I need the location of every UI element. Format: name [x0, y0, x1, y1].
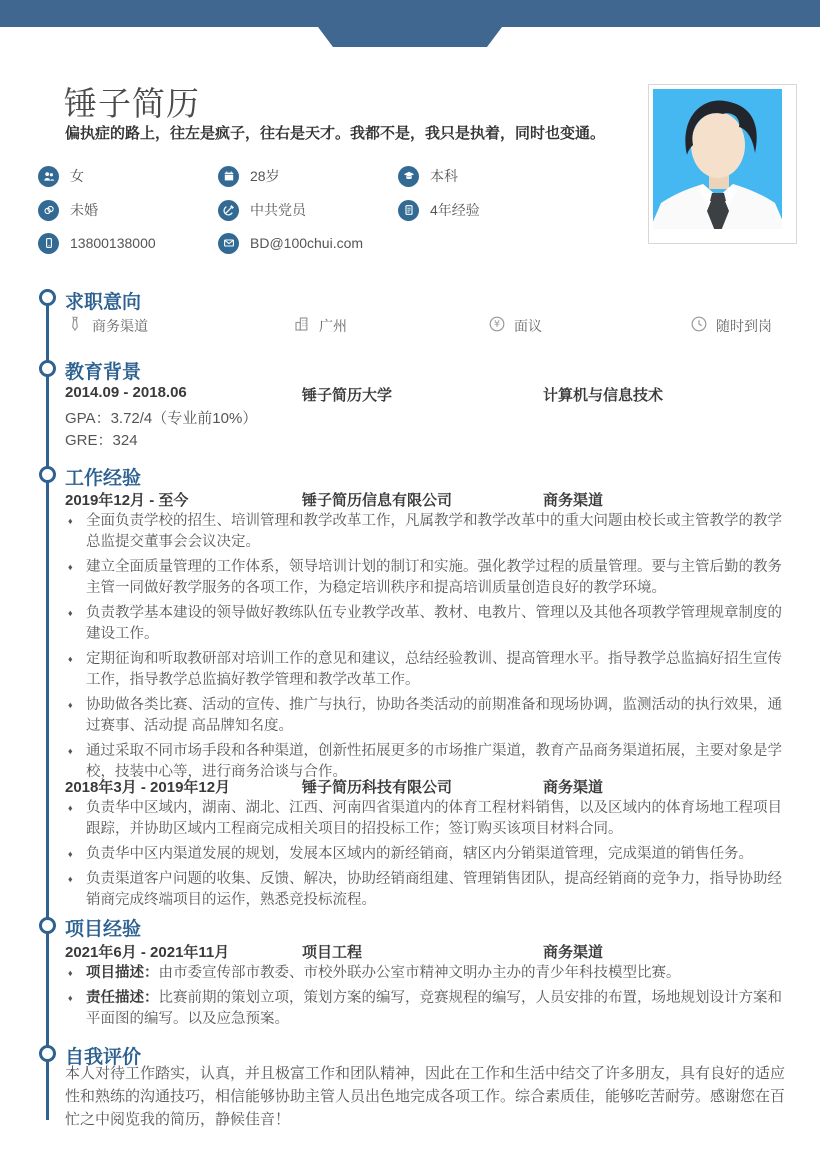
bullet-item: ♦ 协助做各类比赛、活动的宣传、推广与执行，协助各类活动的前期准备和现场协调，监测活动的执行效果，通过赛事、活动提 高品牌知名度。: [65, 695, 793, 737]
job-role: 商务渠道: [543, 492, 604, 509]
education-row: [0, 384, 820, 404]
yen-icon: [488, 315, 506, 338]
work-job1-bullets: [65, 511, 793, 787]
timeline-marker-evaluation: [39, 1045, 56, 1062]
timeline-marker-intention: [39, 289, 56, 306]
project-name: 项目工程: [302, 944, 363, 961]
section-title-education: 教育背景: [65, 362, 142, 383]
rings-icon: [38, 200, 59, 221]
timeline-marker-education: [39, 360, 56, 377]
phone-icon: [38, 233, 59, 254]
bullet-text: 由市委宣传部市教委、市校外联办公室市精神文明办主办的青少年科技模型比赛。: [158, 965, 681, 981]
education-period: 2014.09 - 2018.06: [65, 384, 187, 401]
job-role: 商务渠道: [543, 779, 604, 796]
bullet-item: ♦ 通过采取不同市场手段和各种渠道，创新性拓展更多的市场推广渠道，教育产品商务渠道拓展，主要对象是学校，技装中心等，进行商务洽谈与合作。: [65, 741, 793, 783]
top-banner-ribbon: [318, 27, 502, 47]
bullet-item: ♦ 负责华中区域内，湖南、湖北、江西、河南四省渠道内的体育工程材料销售，以及区域内的体育场地工程项目跟踪，并协助区域内工程商完成相关项目的招投标工作；签订购买该项目材料合同。: [65, 798, 793, 840]
profile-photo: [648, 84, 797, 244]
work-job2-row: [0, 776, 820, 796]
education-gpa: GPA：3.72/4（专业前10%）: [65, 410, 258, 427]
bullet-item: ♦ 负责教学基本建设的领导做好教练队伍专业教学改革、教材、电教片、管理以及其他各项教学管理规章制度的建设工作。: [65, 603, 793, 645]
evaluation-text: 本人对待工作踏实，认真，并且极富工作和团队精神，因此在工作和生活中结交了许多朋友，具有良好的适应性和熟练的沟通技巧，相信能够协助主管人员出色地完成各项工作。综合素质佳，能够吃苦耐劳。感谢您在百忙之中阅览我的简历，静候佳音！: [65, 1065, 786, 1128]
profile-item-label: 中共党员: [250, 202, 306, 218]
intention-item-availability: [690, 316, 772, 336]
intention-item-salary: [488, 316, 542, 336]
building-icon: [293, 315, 311, 338]
job-company: 锤子简历信息有限公司: [302, 492, 453, 509]
bullet-label: 项目描述：: [86, 965, 159, 981]
profile-item-marital: [38, 200, 98, 220]
education-major: 计算机与信息技术: [543, 387, 664, 404]
job-period: 2019年12月 - 至今: [65, 492, 189, 509]
profile-item-label: 女: [70, 168, 84, 184]
intention-item-label: 随时到岗: [716, 318, 772, 334]
section-title-intention: 求职意向: [65, 292, 142, 313]
education-school: 锤子简历大学: [302, 387, 393, 404]
page-title: 锤子简历: [64, 85, 200, 122]
profile-item-gender: [38, 166, 84, 186]
timeline-line: [46, 297, 49, 1120]
party-icon: [218, 200, 239, 221]
profile-item-label: 未婚: [70, 202, 98, 218]
bullet-item: ♦ 全面负责学校的招生、培训管理和教学改革工作，凡属教学和教学改革中的重大问题由校长或主管教学的教学总监提交董事会会议决定。: [65, 511, 793, 553]
profile-item-email: [218, 233, 363, 253]
section-title-evaluation: 自我评价: [65, 1047, 142, 1068]
document-icon: [398, 200, 419, 221]
project-role: 商务渠道: [543, 944, 604, 961]
profile-item-label: 13800138000: [70, 235, 156, 251]
job-company: 锤子简历科技有限公司: [302, 779, 453, 796]
bullet-label: 责任描述：: [86, 990, 159, 1006]
profile-item-experience: [398, 200, 480, 220]
intention-item-label: 面议: [514, 318, 542, 334]
project-row: [0, 941, 820, 961]
bullet-item: ♦ 负责华中区内渠道发展的规划，发展本区域内的新经销商，辖区内分销渠道管理，完成渠道的销售任务。: [65, 844, 793, 865]
tagline: 偏执症的路上，往左是疯子，往右是天才。我都不是，我只是执着，同时也变通。: [65, 125, 606, 142]
intention-item-label: 广州: [319, 318, 347, 334]
avatar-illustration: [653, 89, 782, 229]
project-period: 2021年6月 - 2021年11月: [65, 944, 230, 961]
users-icon: [38, 166, 59, 187]
top-banner: [0, 0, 820, 27]
bullet-text: 比赛前期的策划立项，策划方案的编写，竞赛规程的编写，人员安排的布置，场地规划设计方案和平面图的编写。以及应急预案。: [86, 990, 782, 1027]
bullet-item: ♦ 定期征询和听取教研部对培训工作的意见和建议，总结经验教训、提高管理水平。指导教学总监搞好招生宣传工作，指导教学总监搞好教学管理和教学改革工作。: [65, 649, 793, 691]
profile-item-phone: [38, 233, 156, 253]
mail-icon: [218, 233, 239, 254]
project-bullets: [65, 963, 793, 1034]
work-job2-bullets: [65, 798, 793, 915]
bullet-item: [65, 963, 793, 984]
tie-icon: [66, 315, 84, 338]
profile-item-label: 28岁: [250, 168, 280, 184]
profile-item-party: [218, 200, 306, 220]
profile-item-degree: [398, 166, 458, 186]
bullet-item: [65, 988, 793, 1030]
graduation-cap-icon: [398, 166, 419, 187]
profile-item-age: [218, 166, 280, 186]
intention-item-label: 商务渠道: [92, 318, 148, 334]
clock-icon: [690, 315, 708, 338]
timeline-marker-project: [39, 917, 56, 934]
job-period: 2018年3月 - 2019年12月: [65, 779, 231, 796]
profile-item-label: 4年经验: [430, 202, 480, 218]
bullet-item: ♦ 负责渠道客户问题的收集、反馈、解决，协助经销商组建、管理销售团队，提高经销商的竞争力，指导协助经销商完成终端项目的运作，熟悉竞投标流程。: [65, 869, 793, 911]
profile-item-label: 本科: [430, 168, 458, 184]
intention-item-city: [293, 316, 347, 336]
bullet-item: ♦ 建立全面质量管理的工作体系，领导培训计划的制订和实施。强化教学过程的质量管理。要与主管后勤的教务主管一同做好教学服务的各项工作，为稳定培训秩序和提高培训质量创造良好的教学环境。: [65, 557, 793, 599]
timeline-marker-work: [39, 466, 56, 483]
work-job1-row: [0, 489, 820, 509]
section-title-work: 工作经验: [65, 468, 142, 489]
section-title-project: 项目经验: [65, 919, 142, 940]
education-gre: GRE：324: [65, 432, 138, 449]
calendar-icon: [218, 166, 239, 187]
svg-text:¥: ¥: [493, 318, 501, 330]
intention-item-position: [66, 316, 148, 336]
profile-item-label: BD@100chui.com: [250, 235, 364, 251]
